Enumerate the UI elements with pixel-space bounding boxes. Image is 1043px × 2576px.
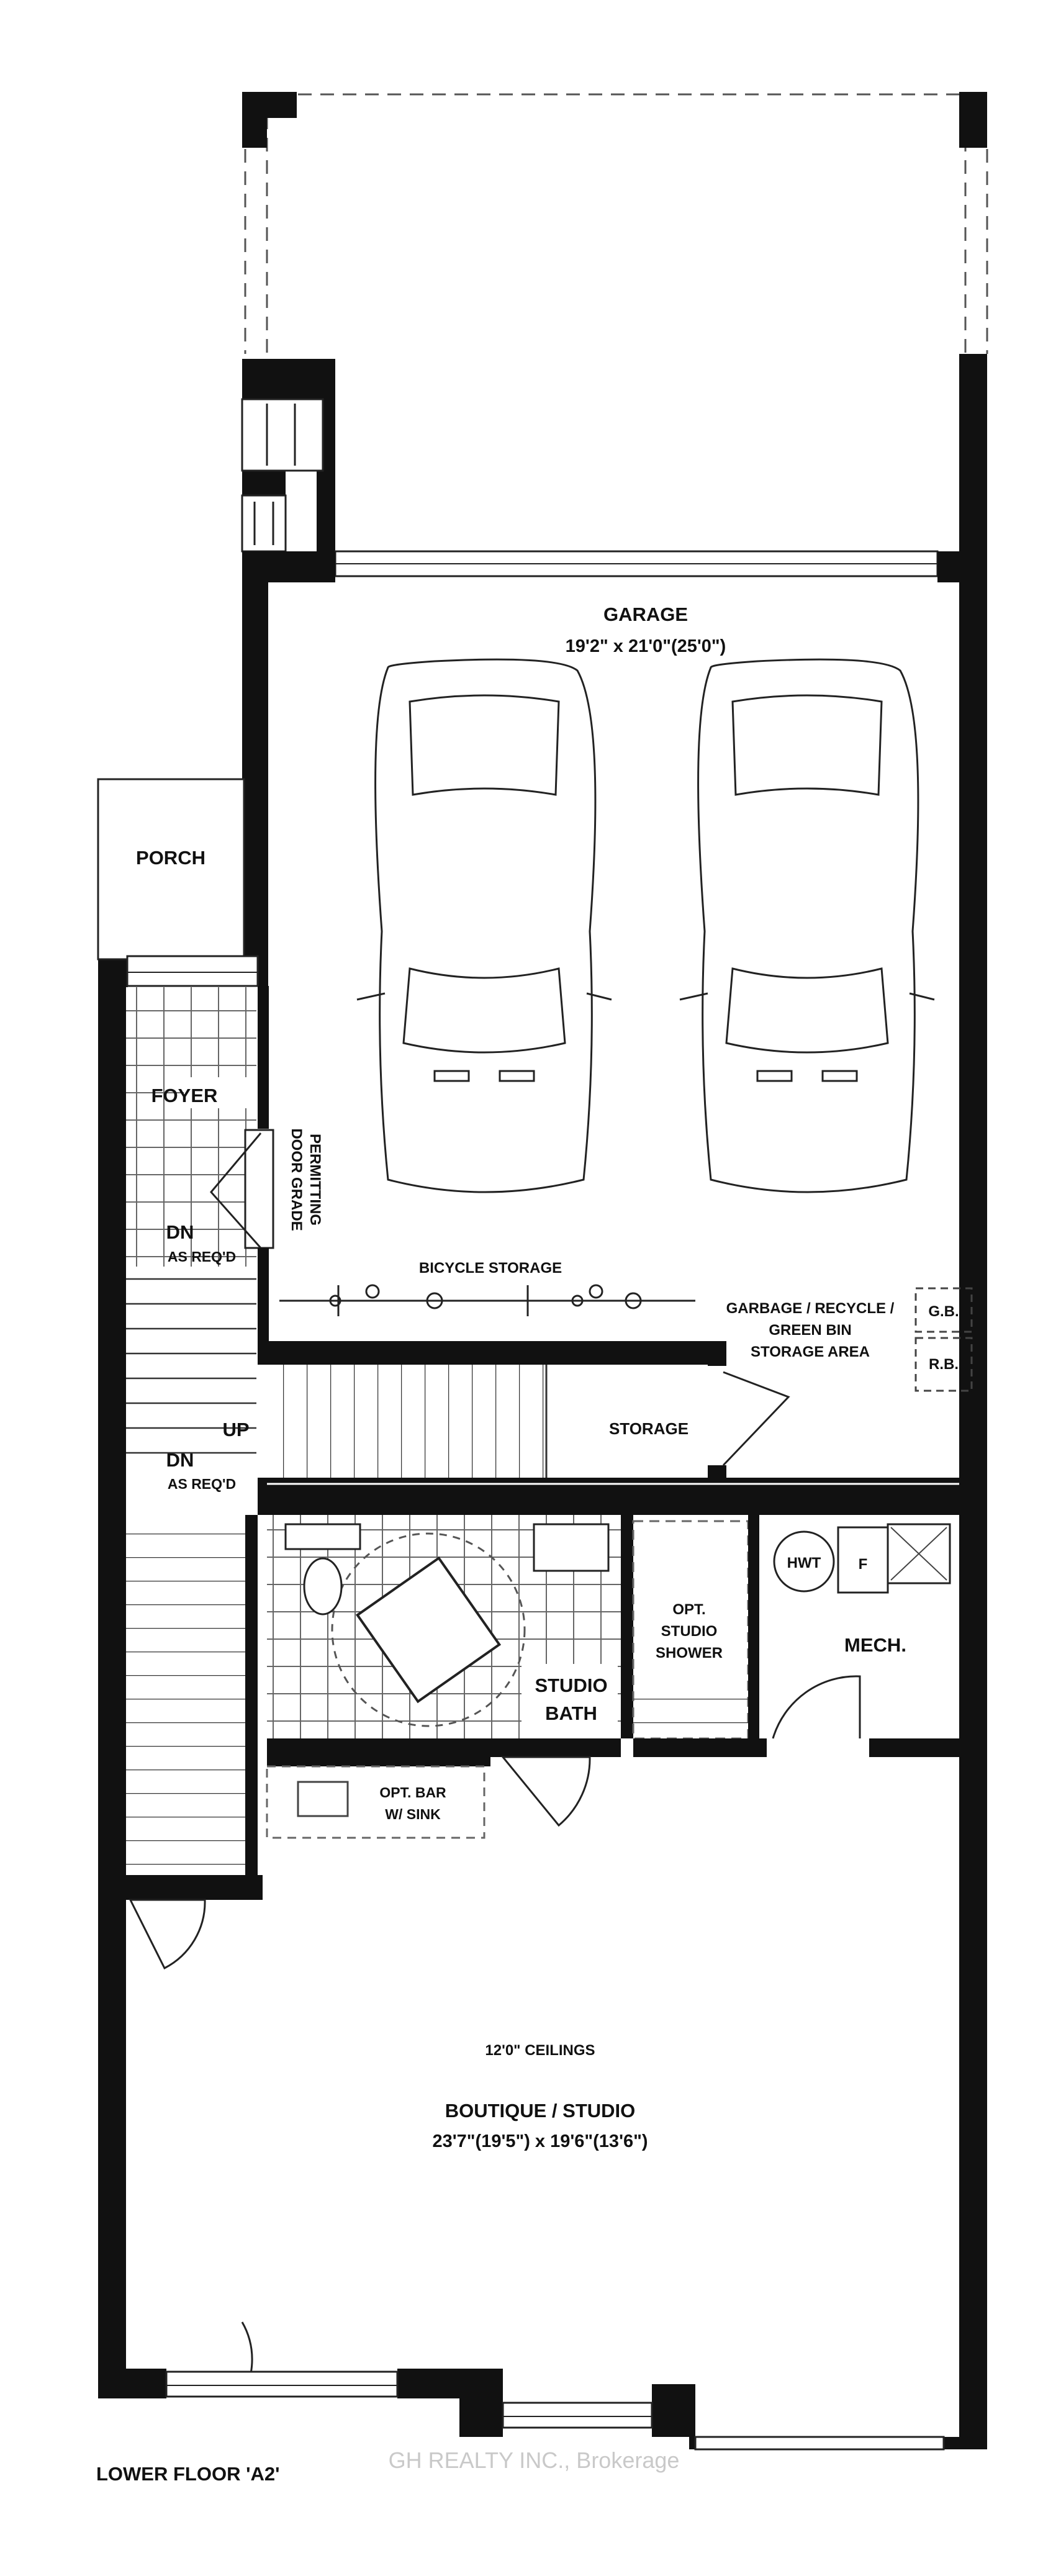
rb-label: R.B.	[929, 1356, 959, 1373]
bicycle-storage-label: BICYCLE STORAGE	[418, 1260, 562, 1277]
dn-upper-label: DN	[166, 1221, 194, 1243]
garage-side-opening	[242, 399, 323, 471]
furnace-label: F	[858, 1556, 868, 1573]
as-reqd-lower-label: AS REQ'D	[167, 1476, 237, 1492]
bar-label-2: W/ SINK	[385, 1806, 441, 1822]
door-grade-label-2: PERMITTING	[307, 1134, 323, 1226]
garbage-label-1: GARBAGE / RECYCLE /	[726, 1300, 895, 1317]
bath-label-2: BATH	[545, 1702, 597, 1724]
garbage-label-3: STORAGE AREA	[750, 1344, 870, 1360]
garage-size: 19'2" x 21'0"(25'0")	[565, 636, 726, 656]
porch-area	[98, 779, 244, 959]
toilet-icon	[304, 1558, 341, 1614]
garbage-label-2: GREEN BIN	[769, 1322, 852, 1339]
studio-name: BOUTIQUE / STUDIO	[445, 2100, 636, 2122]
floor-label: LOWER FLOOR 'A2'	[96, 2463, 280, 2485]
watermark: GH REALTY INC., Brokerage	[388, 2447, 680, 2473]
up-label: UP	[222, 1419, 250, 1440]
shower-label-2: STUDIO	[661, 1623, 718, 1640]
bath-label-1: STUDIO	[535, 1674, 608, 1696]
studio-window-right	[695, 2437, 944, 2449]
car-left-icon	[357, 659, 612, 1192]
shower-label-3: SHOWER	[656, 1645, 723, 1661]
mech-label: MECH.	[844, 1634, 906, 1656]
garage-name: GARAGE	[603, 603, 689, 625]
bar-sink-icon	[298, 1782, 348, 1816]
bath-door-swing	[503, 1757, 590, 1825]
storage-label: STORAGE	[608, 1419, 689, 1438]
mech-door-swing	[773, 1676, 860, 1738]
studio-window-left	[166, 2372, 397, 2397]
ceilings-label: 12'0" CEILINGS	[485, 2042, 595, 2059]
garage-driveway-outline	[245, 93, 987, 360]
dn-lower-label: DN	[166, 1449, 194, 1471]
stair-door-swing	[130, 1900, 205, 1968]
studio-window-mid	[503, 2403, 652, 2428]
studio-size: 23'7"(19'5") x 19'6"(13'6")	[432, 2131, 648, 2151]
garage-corner-posts	[242, 92, 987, 551]
porch-label: PORCH	[136, 847, 205, 869]
gb-label: G.B.	[928, 1303, 959, 1320]
shower-label-1: OPT.	[672, 1601, 706, 1618]
car-right-icon	[680, 659, 934, 1192]
door-grade-label-1: DOOR GRADE	[288, 1128, 305, 1231]
vanity-sink-icon	[534, 1524, 608, 1571]
hwt-label: HWT	[787, 1555, 821, 1571]
stair-lower	[126, 1515, 250, 1875]
small-window	[242, 495, 286, 551]
as-reqd-upper-label: AS REQ'D	[167, 1249, 237, 1265]
bicycle-rack-icon	[279, 1285, 695, 1316]
bar-label-1: OPT. BAR	[379, 1784, 446, 1801]
storage-door-swing	[723, 1372, 788, 1465]
foyer-label: FOYER	[151, 1085, 218, 1106]
